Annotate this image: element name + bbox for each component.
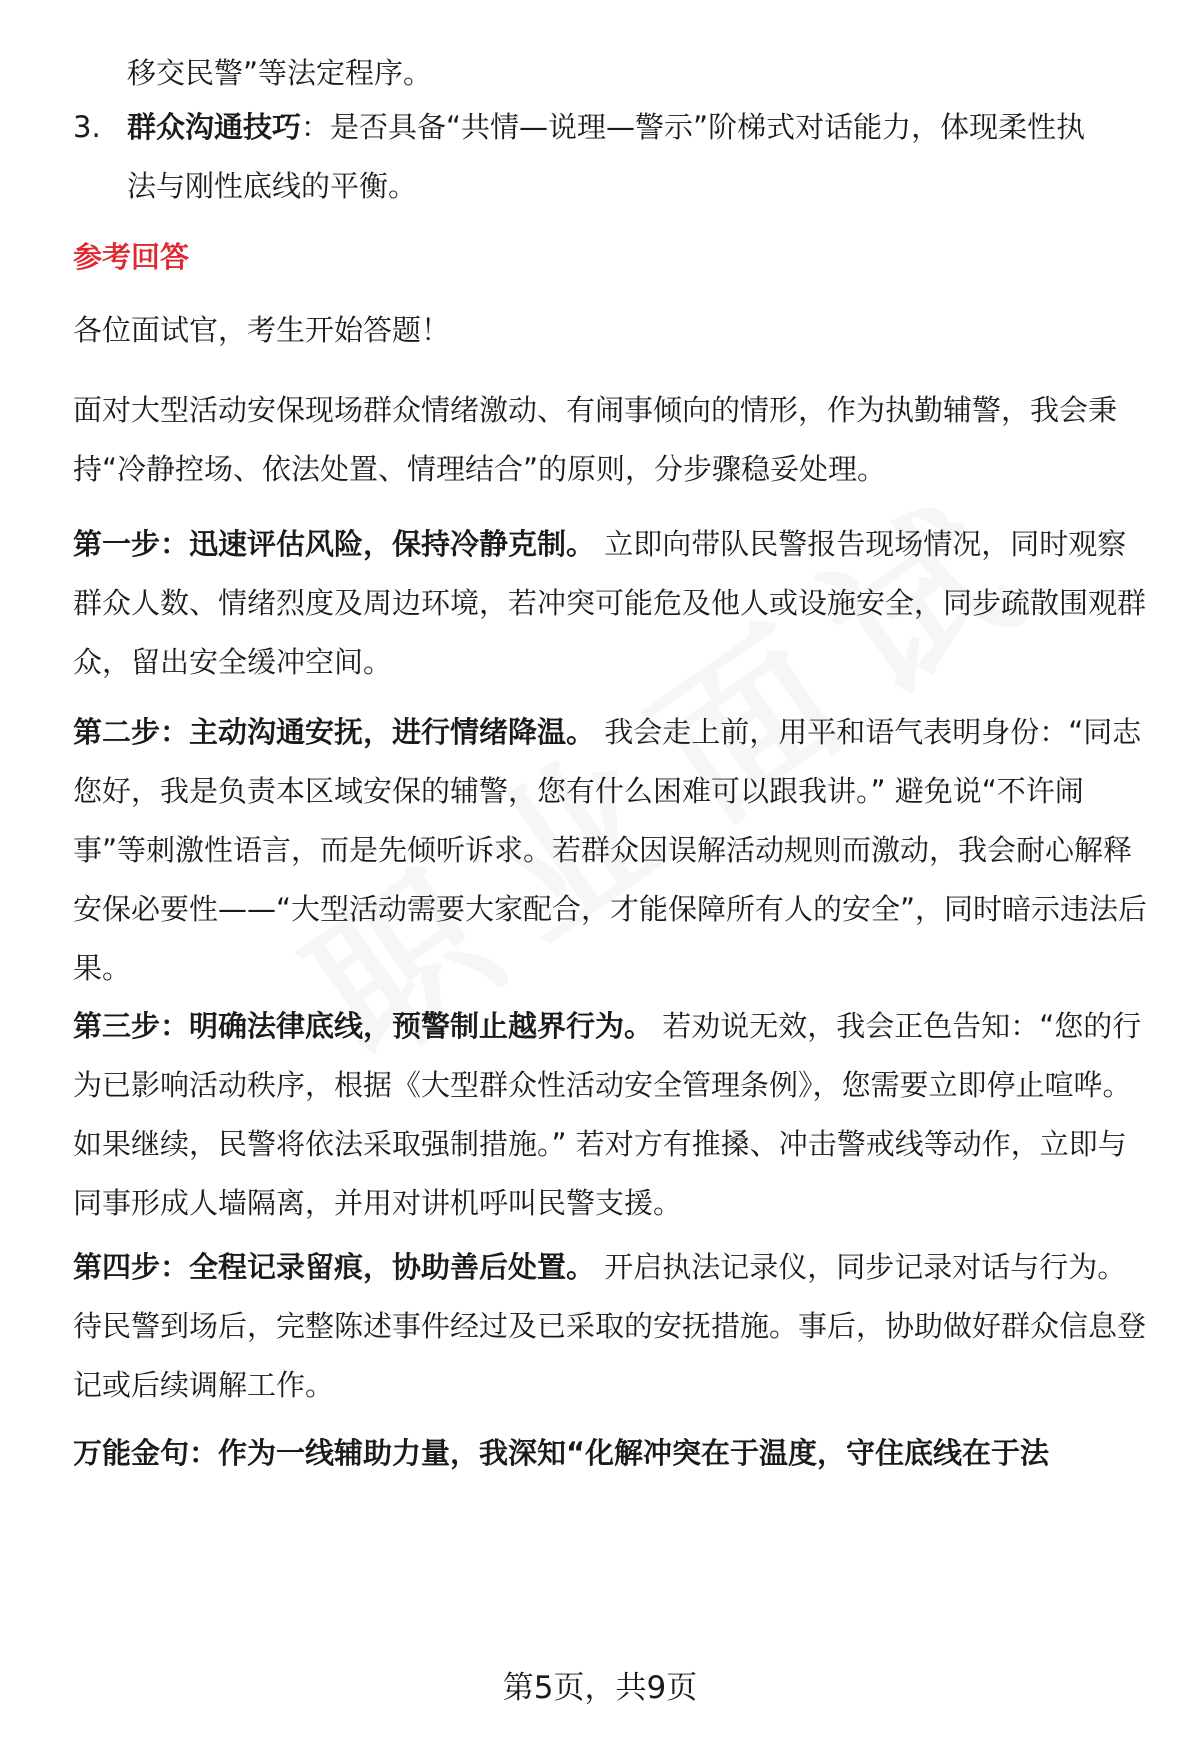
step-2-title: 第二步：主动沟通安抚，进行情绪降温。 — [73, 715, 596, 749]
list-item-text-line1: ：是否具备“共情—说理—警示”阶梯式对话能力，体现柔性执 — [301, 110, 1086, 144]
list-item-3 — [73, 98, 1153, 216]
step-4-title: 第四步：全程记录留痕，协助善后处置。 — [73, 1250, 596, 1284]
step-3-paragraph — [73, 997, 1153, 1233]
intro-paragraph: 面对大型活动安保现场群众情绪激动、有闹事倾向的情形，作为执勤辅警，我会秉持“冷静控场、依法处置、情理结合”的原则，分步骤稳妥处理。 — [73, 393, 1118, 486]
list-item-text-line2: 法与刚性底线的平衡。 — [127, 169, 418, 203]
reference-answer-heading: 参考回答 — [73, 240, 190, 274]
step-1-text: 立即向带队民警报告现场情况，同时观察群众人数、情绪烈度及周边环境，若冲突可能危及他人或设施安全，同步疏散围观群众，留出安全缓冲空间。 — [73, 527, 1147, 679]
step-4-text: 开启执法记录仪，同步记录对话与行为。待民警到场后，完整陈述事件经过及已采取的安抚措施。事后，协助做好群众信息登记或后续调解工作。 — [73, 1250, 1147, 1402]
greeting: 各位面试官，考生开始答题！ — [73, 313, 451, 347]
step-1-title: 第一步：迅速评估风险，保持冷静克制。 — [73, 527, 596, 561]
step-2-text: 我会走上前，用平和语气表明身份：“同志您好，我是负责本区域安保的辅警，您有什么困难可以跟我讲。” 避免说“不许闹事”等刺激性语言，而是先倾听诉求。若群众因误解活动规则而激动，我会耐心解释安保必要性——“大型活动需要大家配合，才能保障所有人的安全”，同时暗示违法后果。 — [73, 715, 1148, 985]
step-1-paragraph — [73, 515, 1153, 692]
step-3-text: 若劝说无效，我会正色告知：“您的行为已影响活动秩序，根据《大型群众性活动安全管理条例》，您需要立即停止喧哗。如果继续，民警将依法采取强制措施。” 若对方有推搡、冲击警戒线等动作，立即与同事形成人墙隔离，并用对讲机呼叫民警支援。 — [73, 1009, 1142, 1220]
step-4-paragraph — [73, 1238, 1153, 1415]
list-item-title: 群众沟通技巧 — [127, 110, 302, 144]
list-number: 3. — [73, 110, 101, 144]
golden-sentence — [73, 1424, 1153, 1483]
golden-sentence-text: 万能金句：作为一线辅助力量，我深知“化解冲突在于温度，守住底线在于法 — [73, 1436, 1050, 1470]
step-3-title: 第三步：明确法律底线，预警制止越界行为。 — [73, 1009, 654, 1043]
step-2-paragraph — [73, 703, 1153, 998]
list-continuation: 移交民警”等法定程序。 — [127, 56, 433, 90]
page-number-footer: 第5页，共9页 — [502, 1670, 698, 1706]
